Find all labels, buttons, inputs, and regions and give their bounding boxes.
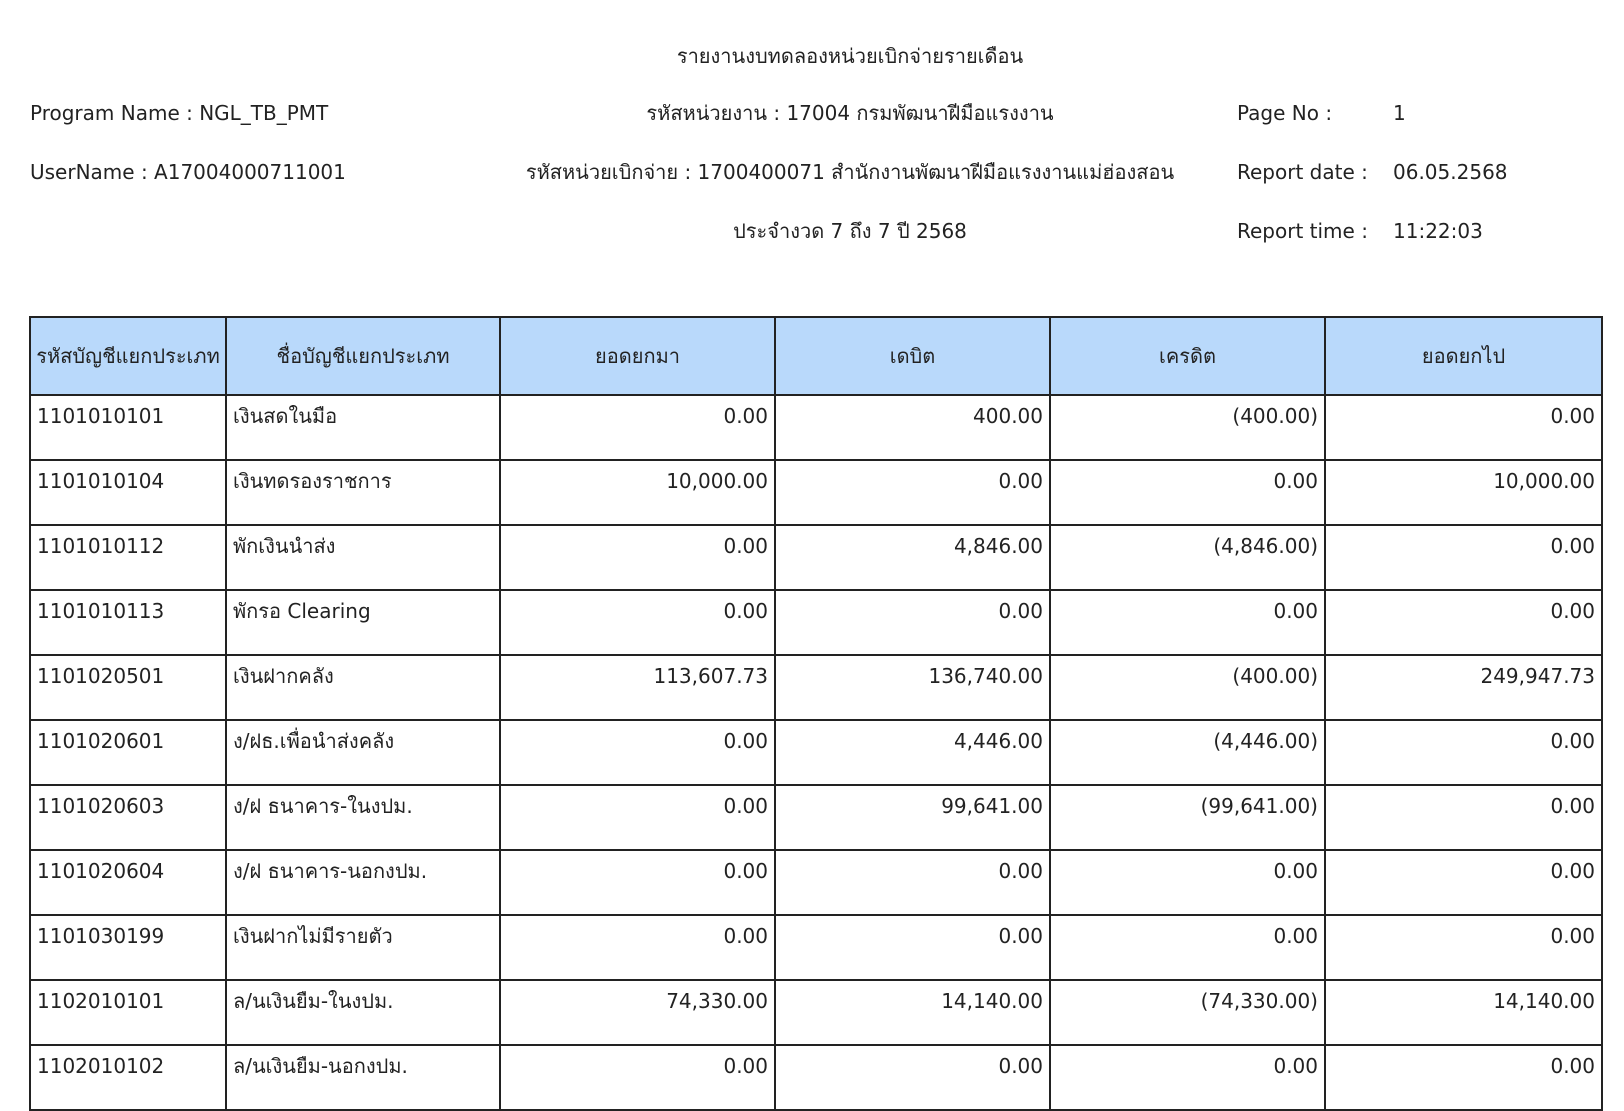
table-row	[30, 915, 1602, 980]
account-code-cell: 1101020501	[30, 655, 226, 720]
account-code-cell: 1101020603	[30, 785, 226, 850]
credit-cell: 0.00	[1050, 460, 1325, 525]
closing-balance-cell: 0.00	[1325, 590, 1602, 655]
closing-balance-cell: 0.00	[1325, 720, 1602, 785]
table-row	[30, 590, 1602, 655]
opening-balance-cell: 0.00	[500, 525, 775, 590]
account-name-cell: ง/ฝธ.เพื่อนำส่งคลัง	[226, 720, 500, 785]
account-name-cell: เงินฝากคลัง	[226, 655, 500, 720]
debit-cell: 4,446.00	[775, 720, 1050, 785]
account-name-cell: ง/ฝ ธนาคาร-ในงปม.	[226, 785, 500, 850]
page-no-value: 1	[1393, 101, 1406, 125]
trial-balance-table	[29, 316, 1603, 1111]
closing-balance-cell: 0.00	[1325, 915, 1602, 980]
report-time-value: 11:22:03	[1393, 219, 1483, 243]
opening-balance-cell: 74,330.00	[500, 980, 775, 1045]
closing-balance-cell: 0.00	[1325, 1045, 1602, 1110]
account-code-cell: 1101010104	[30, 460, 226, 525]
table-row	[30, 525, 1602, 590]
debit-cell: 0.00	[775, 915, 1050, 980]
credit-cell: 0.00	[1050, 590, 1325, 655]
disbursing-unit: รหัสหน่วยเบิกจ่าย : 1700400071 สำนักงานพัฒนาฝีมือแรงงานแม่ฮ่องสอน	[525, 160, 1175, 184]
agency-code: รหัสหน่วยงาน : 17004 กรมพัฒนาฝีมือแรงงาน	[646, 101, 1054, 125]
opening-balance-cell: 0.00	[500, 850, 775, 915]
opening-balance-cell: 0.00	[500, 395, 775, 460]
program-name: Program Name : NGL_TB_PMT	[30, 101, 329, 125]
debit-cell: 0.00	[775, 1045, 1050, 1110]
credit-cell: (74,330.00)	[1050, 980, 1325, 1045]
account-code-cell: 1101010101	[30, 395, 226, 460]
credit-cell: 0.00	[1050, 915, 1325, 980]
opening-balance-cell: 0.00	[500, 785, 775, 850]
report-period: ประจำงวด 7 ถึง 7 ปี 2568	[733, 219, 967, 243]
debit-cell: 4,846.00	[775, 525, 1050, 590]
col-header-debit: เดบิต	[775, 317, 1050, 395]
account-code-cell: 1101020601	[30, 720, 226, 785]
closing-balance-cell: 0.00	[1325, 785, 1602, 850]
table-row	[30, 1045, 1602, 1110]
page-no-label: Page No :	[1237, 101, 1333, 125]
table-header-row	[30, 317, 1602, 395]
account-code-cell: 1101010113	[30, 590, 226, 655]
table-row	[30, 655, 1602, 720]
user-name: UserName : A17004000711001	[30, 160, 346, 184]
closing-balance-cell: 0.00	[1325, 850, 1602, 915]
credit-cell: 0.00	[1050, 1045, 1325, 1110]
account-name-cell: เงินฝากไม่มีรายตัว	[226, 915, 500, 980]
debit-cell: 99,641.00	[775, 785, 1050, 850]
debit-cell: 0.00	[775, 590, 1050, 655]
opening-balance-cell: 10,000.00	[500, 460, 775, 525]
debit-cell: 0.00	[775, 850, 1050, 915]
account-code-cell: 1102010101	[30, 980, 226, 1045]
closing-balance-cell: 249,947.73	[1325, 655, 1602, 720]
table-row	[30, 850, 1602, 915]
account-code-cell: 1101030199	[30, 915, 226, 980]
debit-cell: 14,140.00	[775, 980, 1050, 1045]
debit-cell: 400.00	[775, 395, 1050, 460]
table-row	[30, 395, 1602, 460]
closing-balance-cell: 10,000.00	[1325, 460, 1602, 525]
account-name-cell: เงินสดในมือ	[226, 395, 500, 460]
opening-balance-cell: 0.00	[500, 720, 775, 785]
debit-cell: 136,740.00	[775, 655, 1050, 720]
col-header-closing-balance: ยอดยกไป	[1325, 317, 1602, 395]
closing-balance-cell: 0.00	[1325, 395, 1602, 460]
table-row	[30, 460, 1602, 525]
account-code-cell: 1102010102	[30, 1045, 226, 1110]
credit-cell: (400.00)	[1050, 655, 1325, 720]
account-name-cell: พักรอ Clearing	[226, 590, 500, 655]
opening-balance-cell: 0.00	[500, 915, 775, 980]
account-name-cell: ง/ฝ ธนาคาร-นอกงปม.	[226, 850, 500, 915]
closing-balance-cell: 14,140.00	[1325, 980, 1602, 1045]
col-header-opening-balance: ยอดยกมา	[500, 317, 775, 395]
report-title: รายงานงบทดลองหน่วยเบิกจ่ายรายเดือน	[676, 44, 1024, 68]
opening-balance-cell: 0.00	[500, 590, 775, 655]
table-row	[30, 980, 1602, 1045]
credit-cell: (4,446.00)	[1050, 720, 1325, 785]
account-code-cell: 1101020604	[30, 850, 226, 915]
col-header-credit: เครดิต	[1050, 317, 1325, 395]
account-name-cell: ล/นเงินยืม-นอกงปม.	[226, 1045, 500, 1110]
opening-balance-cell: 0.00	[500, 1045, 775, 1110]
credit-cell: (99,641.00)	[1050, 785, 1325, 850]
table-row	[30, 720, 1602, 785]
account-name-cell: พักเงินนำส่ง	[226, 525, 500, 590]
opening-balance-cell: 113,607.73	[500, 655, 775, 720]
report-time-label: Report time :	[1237, 219, 1368, 243]
credit-cell: 0.00	[1050, 850, 1325, 915]
account-code-cell: 1101010112	[30, 525, 226, 590]
report-date-value: 06.05.2568	[1393, 160, 1508, 184]
debit-cell: 0.00	[775, 460, 1050, 525]
credit-cell: (4,846.00)	[1050, 525, 1325, 590]
col-header-account-code: รหัสบัญชีแยกประเภท	[30, 317, 226, 395]
account-name-cell: เงินทดรองราชการ	[226, 460, 500, 525]
col-header-account-name: ชื่อบัญชีแยกประเภท	[226, 317, 500, 395]
credit-cell: (400.00)	[1050, 395, 1325, 460]
table-row	[30, 785, 1602, 850]
report-date-label: Report date :	[1237, 160, 1368, 184]
closing-balance-cell: 0.00	[1325, 525, 1602, 590]
account-name-cell: ล/นเงินยืม-ในงปม.	[226, 980, 500, 1045]
